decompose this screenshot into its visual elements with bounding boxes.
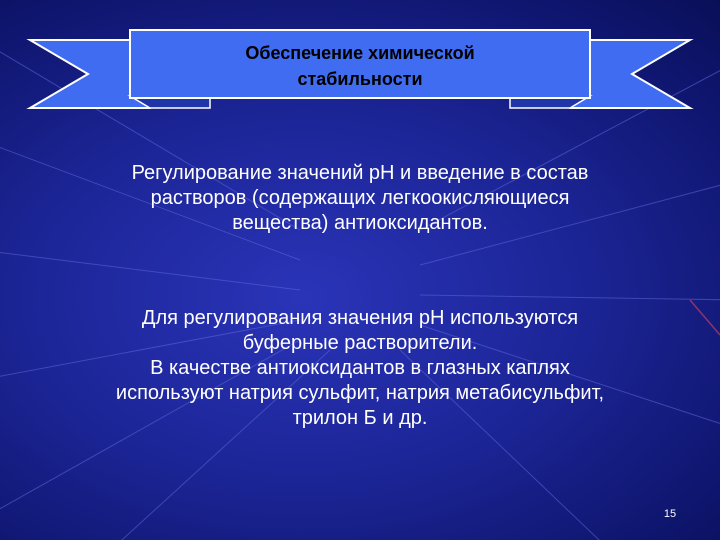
text-line: В качестве антиоксидантов в глазных каплях [150, 357, 570, 379]
paragraph-antioxidants [40, 306, 680, 431]
title-line: Обеспечение химической [245, 43, 475, 63]
slide-title [134, 34, 586, 98]
text-line: буферные растворители. [242, 332, 478, 354]
text-line: используют натрия сульфит, натрия метабисульфит, [115, 382, 605, 404]
page-number: 15 [663, 508, 677, 520]
paragraph-ph-regulation [40, 161, 680, 236]
text-line: вещества) антиоксидантов. [232, 212, 488, 234]
text-line: трилон Б и др. [292, 407, 428, 429]
text-line: Регулирование значений pH и введение в состав [131, 162, 589, 184]
text-line: Для регулирования значения pH используются [141, 307, 579, 329]
title-line: стабильности [297, 69, 423, 89]
text-line: растворов (содержащих легкоокисляющиеся [150, 187, 570, 209]
